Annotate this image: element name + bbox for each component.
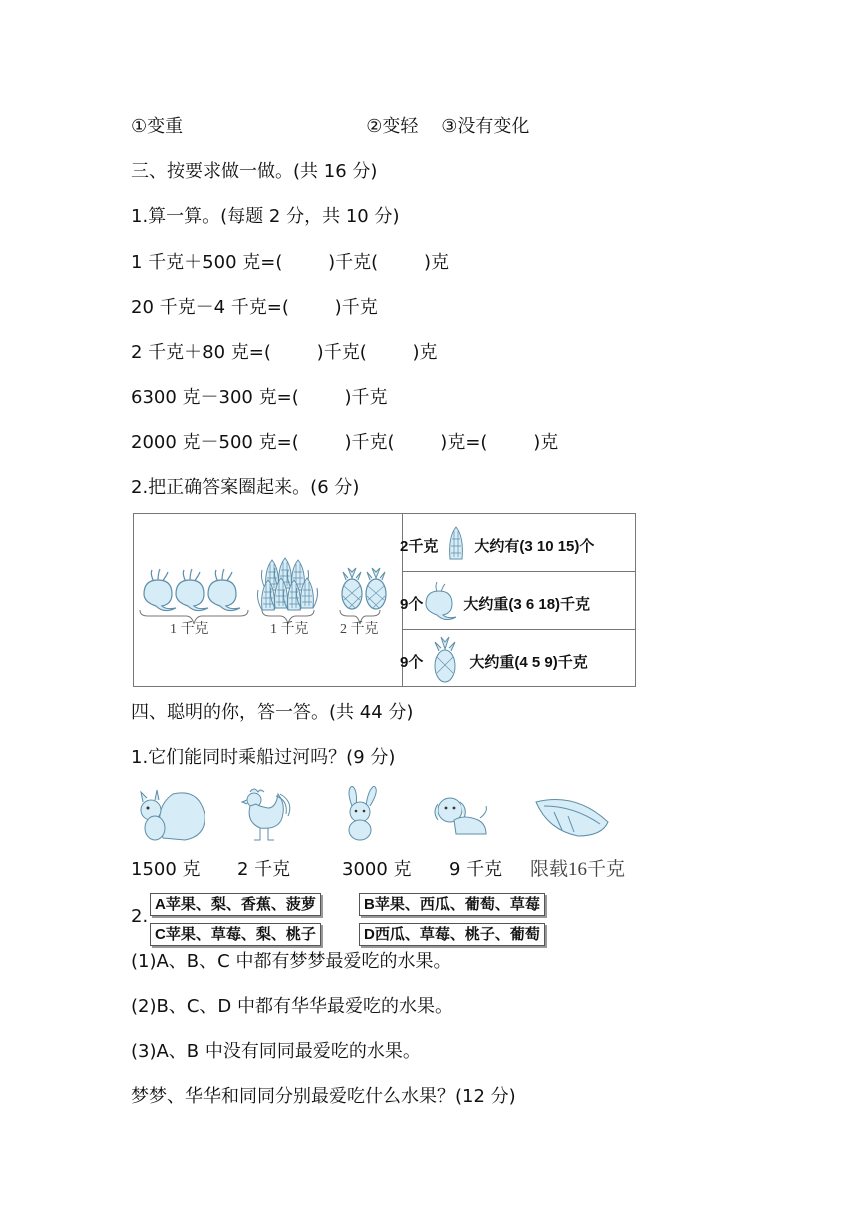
calc-2: 20 千克－4 千克=( )千克 — [131, 297, 378, 318]
fruit-box-b: B苹果、西瓜、葡萄、草莓 — [359, 893, 545, 916]
calc-5: 2000 克－500 克=( )千克( )克=( )克 — [131, 432, 559, 453]
weight-table — [133, 513, 636, 687]
squirrel-icon — [133, 788, 205, 844]
radish-icon — [423, 582, 457, 624]
rabbit-weight: 3000 克 — [342, 859, 412, 880]
row-prefix: 2千克 — [400, 537, 439, 555]
row-question: 大约重(4 5 9)千克 — [469, 653, 588, 671]
fruit-box-a: A苹果、梨、香蕉、菠萝 — [150, 893, 321, 916]
question-1-title: 1.算一算。(每题 2 分，共 10 分) — [131, 206, 400, 227]
row-question: 大约有(3 10 15)个 — [474, 537, 595, 555]
clue-1: (1)A、B、C 中都有梦梦最爱吃的水果。 — [131, 951, 452, 972]
question-2-title: 2.把正确答案圈起来。(6 分) — [131, 477, 360, 498]
clue-2: (2)B、C、D 中都有华华最爱吃的水果。 — [131, 996, 453, 1017]
row-prefix: 9个 — [400, 595, 424, 613]
calc-4: 6300 克－300 克=( )千克 — [131, 387, 388, 408]
calc-3: 2 千克＋80 克=( )千克( )克 — [131, 342, 438, 363]
section-3-heading: 三、按要求做一做。(共 16 分) — [131, 161, 378, 182]
puppy-icon — [432, 794, 490, 840]
rooster-weight: 2 千克 — [237, 859, 291, 880]
question-4-1-title: 1.它们能同时乘船过河吗？(9 分) — [131, 747, 396, 768]
weight-label: 1 千克 — [270, 622, 309, 637]
puppy-weight: 9 千克 — [449, 859, 503, 880]
squirrel-weight: 1500 克 — [131, 859, 201, 880]
calc-1: 1 千克＋500 克=( )千克( )克 — [131, 252, 449, 273]
weight-label: 2 千克 — [340, 622, 379, 637]
pineapple-icon — [433, 635, 457, 687]
rabbit-icon — [340, 786, 380, 842]
table-row — [400, 574, 636, 632]
corn-icon — [444, 523, 468, 567]
weight-label: 1 千克 — [170, 622, 209, 637]
clue-3: (3)A、B 中没有同同最爱吃的水果。 — [131, 1041, 421, 1062]
table-row — [400, 516, 636, 574]
row-prefix: 9个 — [400, 653, 424, 671]
row-question: 大约重(3 6 18)千克 — [463, 595, 591, 613]
boat-capacity: 限载16千克 — [530, 859, 626, 880]
weight-illustration — [134, 514, 402, 686]
table-row — [400, 632, 636, 690]
fruit-box-c: C苹果、草莓、梨、桃子 — [150, 923, 321, 946]
rooster-icon — [236, 786, 294, 846]
fruit-box-d: D西瓜、草莓、桃子、葡萄 — [359, 923, 545, 946]
final-question: 梦梦、华华和同同分别最爱吃什么水果？(12 分) — [131, 1086, 516, 1107]
section-4-heading: 四、聪明的你，答一答。(共 44 分) — [131, 702, 414, 723]
answer-options: ①变重 ②变轻 ③没有变化 — [131, 116, 530, 137]
boat-icon — [534, 794, 610, 838]
question-4-2-number: 2. — [131, 906, 149, 927]
